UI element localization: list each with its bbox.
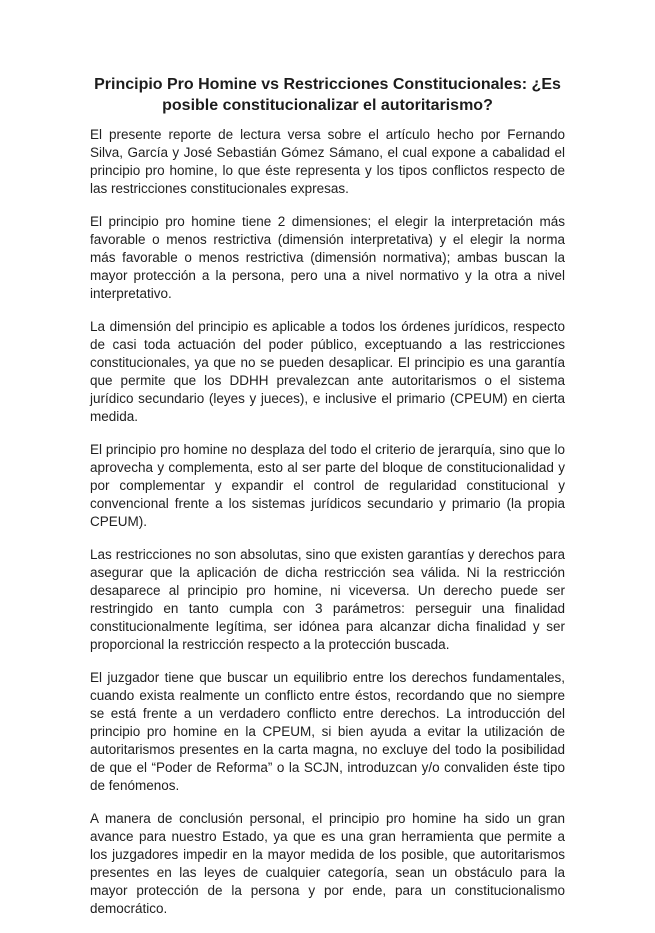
document-body <box>90 126 565 933</box>
paragraph-conclusion: A manera de conclusión personal, el principio pro homine ha sido un gran avance para nuestro Estado, ya que es una gran herramienta que permite a los juzgadores impedir en la mayor medida de los posible, que autoritarismos presentes en las leyes de cualquier categoría, sean un obstáculo para la mayor protección de la persona y por ende, para un constitucionalismo democrático. <box>90 811 565 916</box>
paragraph-judge-balance: El juzgador tiene que buscar un equilibrio entre los derechos fundamentales, cuando exista realmente un conflicto entre éstos, recordando que no siempre se está frente a un verdadero conflicto entre derechos. La introducción del principio pro homine en la CPEUM, si bien ayuda a evitar la utilización de autoritarismos presentes en la carta magna, no excluye del todo la posibilidad de que el “Poder de Reforma” o la SCJN, introduzcan y/o convaliden éste tipo de fenómenos. <box>90 670 565 793</box>
paragraph-applicability: La dimensión del principio es aplicable a todos los órdenes jurídicos, respecto de casi toda actuación del poder público, exceptuando a las restricciones constitucionales, ya que no se pueden desaplicar. El principio es una garantía que permite que los DDHH prevalezcan ante autoritarismos o el sistema jurídico secundario (leyes y jueces), e inclusive el primario (CPEUM) en cierta medida. <box>90 319 565 424</box>
paragraph-dimensions: El principio pro homine tiene 2 dimensiones; el elegir la interpretación más favorable o menos restrictiva (dimensión interpretativa) y el elegir la norma más favorable o menos restrictiva (dimensión normativa); ambas buscan la mayor protección a la persona, pero una a nivel normativo y la otra a nivel interpretativo. <box>90 214 565 301</box>
paragraph-intro: El presente reporte de lectura versa sobre el artículo hecho por Fernando Silva, García y José Sebastián Gómez Sámano, el cual expone a cabalidad el principio pro homine, lo que éste representa y los tipos conflictos respecto de las restricciones constitucionales expresas. <box>90 127 565 196</box>
paragraph-hierarchy: El principio pro homine no desplaza del todo el criterio de jerarquía, sino que lo aprovecha y complementa, esto al ser parte del bloque de constitucionalidad y por complementar y expandir el control de regularidad constitucional y convencional frente a los sistemas jurídicos secundario y primario (la propia CPEUM). <box>90 442 565 529</box>
document-title: Principio Pro Homine vs Restricciones Constitucionales: ¿Es posible constitucionalizar el autoritarismo? <box>94 76 561 114</box>
paragraph-restrictions: Las restricciones no son absolutas, sino que existen garantías y derechos para asegurar que la aplicación de dicha restricción sea válida. Ni la restricción desaparece al principio pro homine, ni viceversa. Un derecho puede ser restringido en tanto cumpla con 3 parámetros: perseguir una finalidad constitucionalmente legítima, ser idónea para alcanzar dicha finalidad y ser proporcional la restricción respecto a la protección buscada. <box>90 547 565 652</box>
